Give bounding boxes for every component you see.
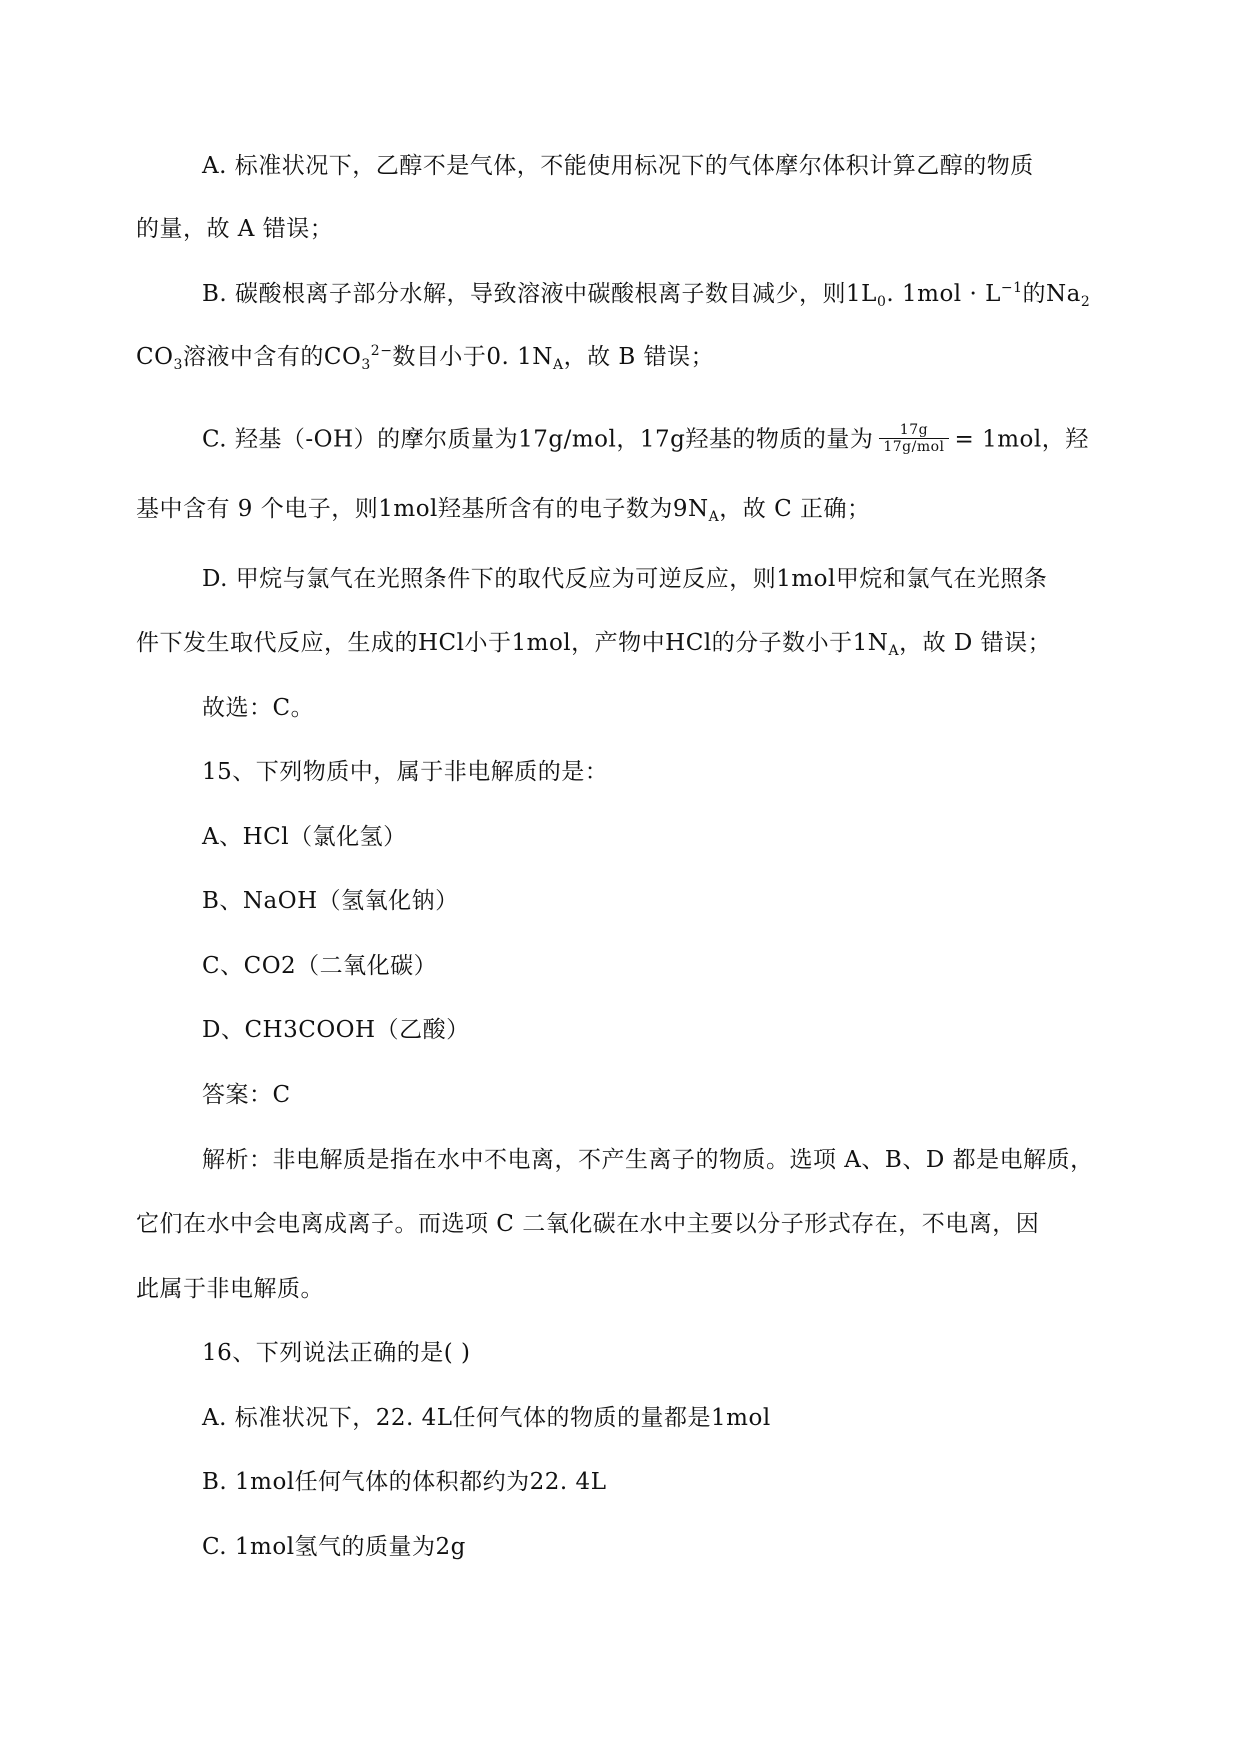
analysis-b-line2: $CO_3$溶液中含有的$CO_3^{2-}$数目小于0. $1N_A$，故 B 错误；	[136, 343, 715, 373]
q15-option-c: C、CO2（二氧化碳）	[202, 953, 438, 979]
analysis-a-line2: 的量，故 A 错误；	[136, 216, 334, 242]
q15-answer: 答案：C	[202, 1082, 291, 1108]
analysis-d-line2: 件下发生取代反应，生成的HCl小于1mol，产物中HCl的分子数小于$1N_A$，故 D 错误；	[136, 630, 1052, 659]
q15-option-d: D、CH3COOH（乙酸）	[202, 1017, 470, 1043]
q16-question: 16、下列说法正确的是( )	[202, 1340, 471, 1366]
q16-option-a: A. 标准状况下，22. 4L任何气体的物质的量都是1mol	[202, 1405, 771, 1431]
fraction: $\frac{17g}{\text{17g/mol}}$	[879, 422, 948, 455]
analysis-c-line2: 基中含有 9 个电子，则1mol羟基所含有的电子数为$9N_A$，故 C 正确；	[136, 496, 871, 525]
q15-explanation-line2: 它们在水中会电离成离子。而选项 C 二氧化碳在水中主要以分子形式存在，不电离，因	[136, 1211, 1040, 1237]
q16-option-b: B. 1mol任何气体的体积都约为22. 4L	[202, 1469, 607, 1495]
q15-explanation-line1: 解析：非电解质是指在水中不电离，不产生离子的物质。选项 A、B、D 都是电解质，	[202, 1147, 1094, 1173]
analysis-d-line1: D. 甲烷与氯气在光照条件下的取代反应为可逆反应，则1mol甲烷和氯气在光照条	[202, 566, 1048, 592]
q16-option-c: C. 1mol氢气的质量为2g	[202, 1534, 466, 1560]
analysis-b-line1: B. 碳酸根离子部分水解，导致溶液中碳酸根离子数目减少，则$1L_0$. $1mol \cdot L^{-1}$的$Na_2$	[202, 280, 1091, 310]
q15-option-a: A、HCl（氯化氢）	[202, 824, 407, 850]
q15-question: 15、下列物质中，属于非电解质的是：	[202, 759, 609, 785]
analysis-a-line1: A. 标准状况下，乙醇不是气体，不能使用标况下的气体摩尔体积计算乙醇的物质	[202, 153, 1034, 179]
analysis-conclusion: 故选：C。	[202, 695, 315, 721]
analysis-c-line1: C. 羟基（-OH）的摩尔质量为17g/mol，17g羟基的物质的量为 $\frac{17g}{\text{17g/mol}}$ = 1mol，羟	[202, 422, 1089, 455]
q15-option-b: B、NaOH（氢氧化钠）	[202, 888, 459, 914]
q15-explanation-line3: 此属于非电解质。	[136, 1276, 324, 1302]
